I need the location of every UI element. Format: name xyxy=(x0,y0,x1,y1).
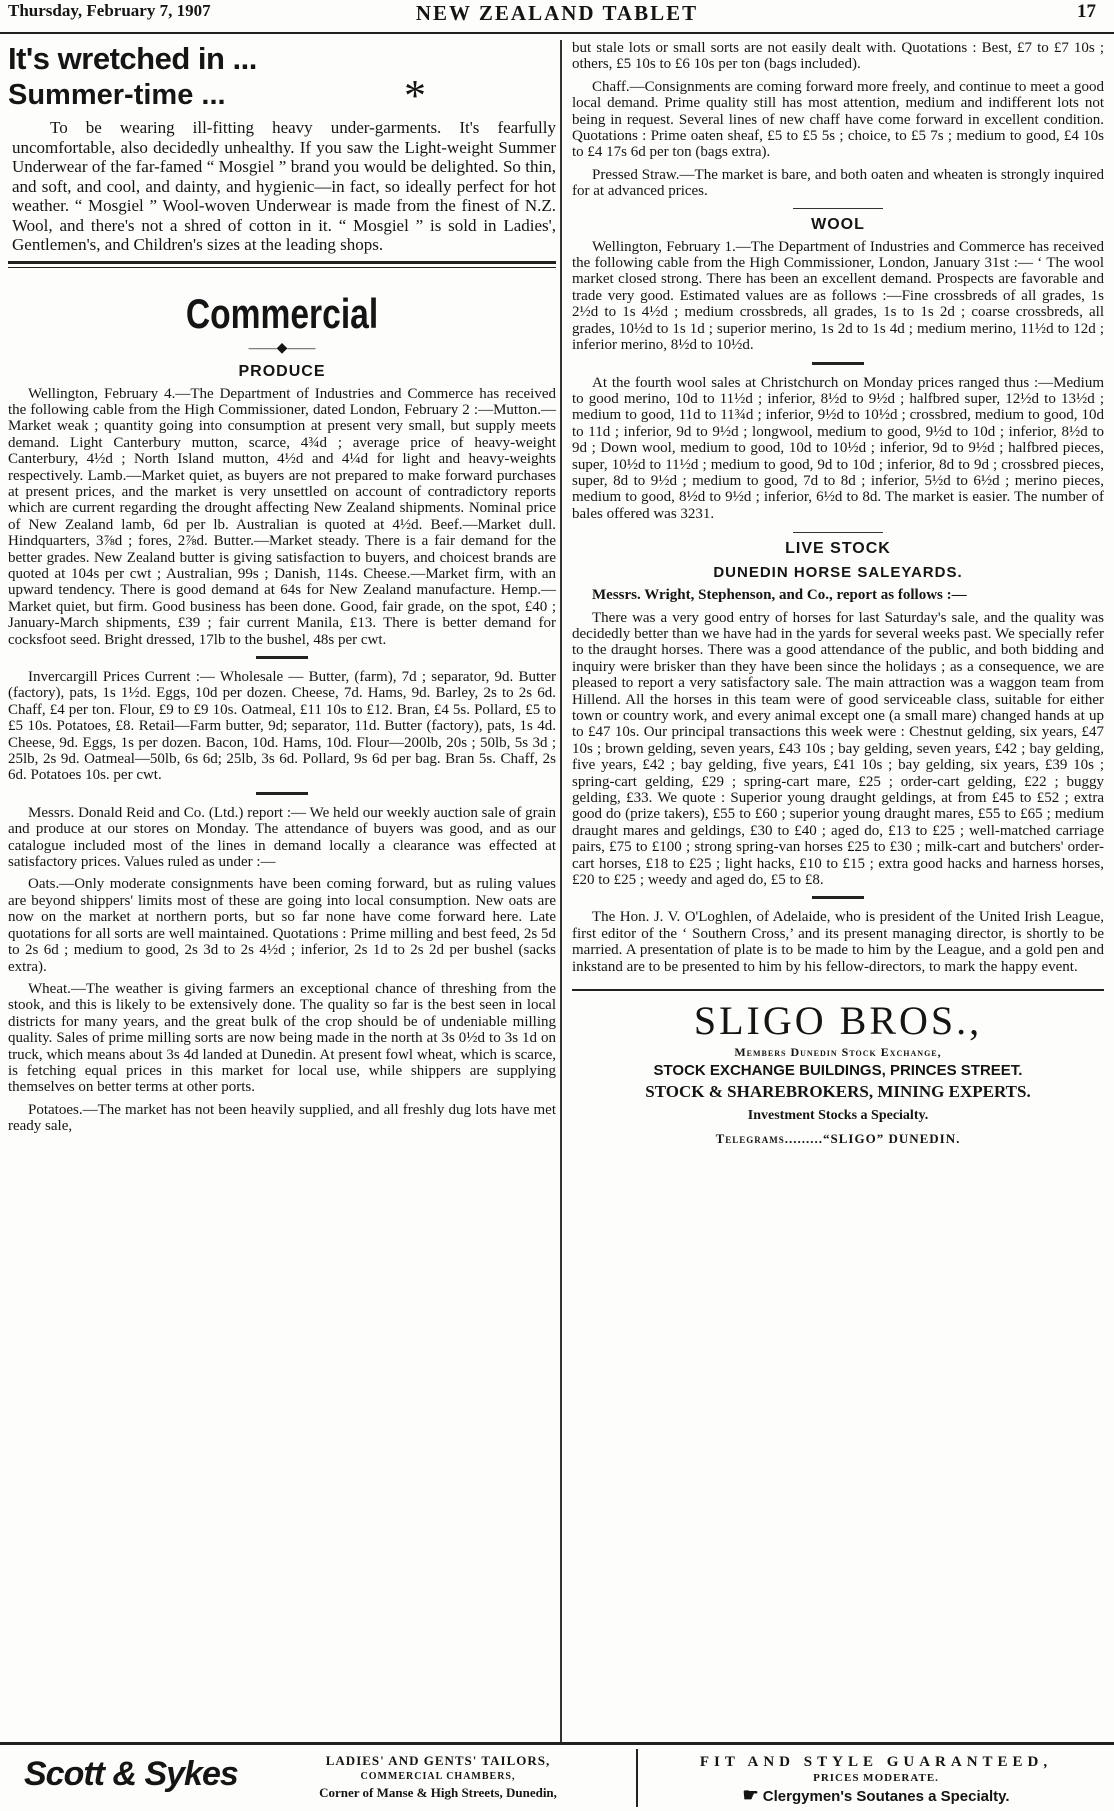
scott-sykes-brand: Scott & Sykes xyxy=(24,1755,238,1793)
sligo-line-1: Members Dunedin Stock Exchange, xyxy=(734,1045,942,1060)
livestock-heading: LIVE STOCK xyxy=(785,540,891,558)
right-column xyxy=(572,40,1104,1149)
tailor-line-1: LADIES' AND GENTS' TAILORS, xyxy=(325,1753,551,1768)
title-ornament: ——◆—— xyxy=(248,340,316,356)
ad-headline-1: It's wretched in ... xyxy=(8,41,257,76)
wool-paragraph: Wellington, February 1.—The Department of Industries and Commerce has received the following cable from the High Commissioner, London, January 31st :— ‘ The wool market closed strong. There has been an excellent demand. Prospects are favorable and trade very good. Estimated values are as follows :—Fine crossbreds of all grades, 1s 2½d to 1s 4½d ; medium crossbreds, all grades, 1s to 1s 2d ; coarse crossbreds, all grades, 10½d to 1s 1d ; superior merino, 1s 2d to 1s 4d ; medium merino, 11½d to 12d ; inferior merino, 8½d to 10½d. xyxy=(572,238,1104,354)
issue-date: Thursday, February 7, 1907 xyxy=(8,1,211,20)
left-column xyxy=(8,40,556,1141)
paragraph-separator xyxy=(256,656,308,659)
tailor-guarantee xyxy=(648,1753,1104,1807)
star-icon: * xyxy=(404,71,426,120)
livestock-intro: Messrs. Wright, Stephenson, and Co., report as follows :— xyxy=(592,587,967,604)
livestock-paragraph: There was a very good entry of horses for last Saturday's sale, and the quality was decidedly better than we have had in the yards for several weeks past. We specially refer to the draught horses. There was a good attendance of the public, and both bidding and inquiry were brisker than they have been since the holidays ; as a consequence, we are pleased to report a very satisfactory sale. The main attraction was a waggon team from Hillend. All the horses in this team were of good serviceable class, suitable for either town or country work, and every animal except one (a small mare) changed hands at up to £47 10s. Our principal transactions this week were : Chestnut gelding, six years, £47 10s ; brown gelding, seven years, £43 10s ; bay gelding, seven years, £42 ; bay gelding, five years, £42 ; bay gelding, five years, £41 10s ; bay gelding, six years, £39 10s ; spring-cart gelding, £29 ; spring-cart mare, £25 ; order-cart gelding, £22 ; buggy gelding, £33. We quote : Superior young draught geldings, at from £45 to £52 ; extra good do (prize takers), £55 to £60 ; superior young draught mares, £55 to £65 ; medium draught mares and geldings, £30 to £40 ; aged do, £13 to £25 ; well-matched carriage pairs, £75 to £100 ; strong spring-van horses £25 to £30 ; milk-cart and butchers' order-cart horses, £18 to £25 ; light hacks, £10 to £15 ; extra good hacks and harness horses, £20 to £25 ; weedy and aged do, £5 to £8. xyxy=(572,609,1104,889)
wool-paragraph: At the fourth wool sales at Christchurch on Monday prices ranged thus :—Medium to good merino, 10d to 11½d ; inferior, 8½d to 9½d ; halfbred super, 12½d to 13½d ; medium to good, 11d to 11¾d ; inferior, 9½d to 10½d ; crossbred, medium to good, 10d to 11d ; inferior, 9d to 9½d ; longwool, medium to good, 9½d to 10d ; inferior, 8½d to 9d ; Down wool, medium to good, 10d to 10½d ; inferior, 9d to 9½d ; halfbred pieces, super, 10½d to 11½d ; medium to good, 9d to 10d ; inferior, 8d to 9d ; crossbred pieces, super, 8d to 9½d ; medium to good, 7d to 8d ; inferior, 5½d to 6½d ; merino pieces, medium to good, 8½d to 9½d ; inferior, 6½d to 8d. The market is easier. The number of bales offered was 3231. xyxy=(572,374,1104,522)
pointing-hand-icon: ☛ xyxy=(742,1785,759,1805)
sligo-line-2: STOCK EXCHANGE BUILDINGS, PRINCES STREET. xyxy=(653,1062,1023,1080)
produce-paragraph: Wellington, February 4.—The Department of Industries and Commerce has received the following cable from the High Commissioner, dated London, February 2 :—Mutton.—Market weak ; quantity going into consumption at present very small, but supply meets demand. Light Canterbury mutton, scarce, 4¾d ; average price of heavy-weight Canterbury, 4½d ; North Island mutton, 4½d and 4¼d for light and heavy-weights respectively. Lamb.—Market quiet, as buyers are not prepared to make forward purchases at present prices, and the market is very unsettled on account of contradictory reports which are current regarding the drought affecting New Zealand shipments. Nominal price of New Zealand lamb, 6d per lb. Australian is quoted at 4½d. Beef.—Market dull. Hindquarters, 3⅞d ; fores, 2⅞d. Butter.—Market steady. There is a fair demand for the better grades. New Zealand butter is giving satisfaction to buyers, and choicest brands are quoted at 104s per cwt ; Australian, 99s ; Danish, 114s. Cheese.—Market firm, with an upward tendency. There is good demand at 64s for New Zealand manufacture. Hemp.—Market quiet, but firm. Good business has been done. Good, fair grade, on the spot, £40 ; January-March shipments, £39 ; fair current Manila, £13. There is better demand for cocksfoot seed. Bright dressed, 17lb to the bushel, 48s per cwt. xyxy=(8,385,556,648)
tailor-details xyxy=(258,1753,618,1801)
guarantee-line-3-text: Clergymen's Soutanes a Specialty. xyxy=(762,1788,1010,1805)
ad-bottom-rule xyxy=(8,261,556,268)
guarantee-line-3 xyxy=(648,1785,1104,1807)
paragraph-separator xyxy=(256,792,308,795)
oloughlen-paragraph: The Hon. J. V. O'Loghlen, of Adelaide, who is president of the United Irish League, first editor of the ‘ Southern Cross,’ and its present managing director, is shortly to be married. A presentation of plate is to be made to him by the League, and a gold pen and inkstand are to be presented to him by his fellow-directors, to mark the happy event. xyxy=(572,909,1104,975)
page-number: 17 xyxy=(1077,1,1096,22)
section-title: Commercial xyxy=(185,289,379,337)
guarantee-line-1: FIT AND STYLE GUARANTEED, xyxy=(699,1754,1053,1770)
page-header xyxy=(0,0,1114,34)
tailor-line-3: Corner of Manse & High Streets, Dunedin, xyxy=(319,1785,557,1800)
masthead: NEW ZEALAND TABLET xyxy=(415,1,699,25)
footer-advertisement xyxy=(0,1742,1114,1811)
sligo-line-4: Investment Stocks a Specialty. xyxy=(747,1108,929,1124)
sligo-line-5: Telegrams.........“SLIGO” DUNEDIN. xyxy=(715,1131,961,1147)
paragraph-separator xyxy=(812,896,864,899)
produce-paragraph: Messrs. Donald Reid and Co. (Ltd.) report :— We held our weekly auction sale of grain and produce at our stores on Monday. The attendance of buyers was good, and as our catalogue included most of the lines in demand locally a clearance was effected at satisfactory prices. Values ruled as under :— xyxy=(8,804,556,871)
sligo-line-3: STOCK & SHAREBROKERS, MINING EXPERTS. xyxy=(645,1082,1031,1102)
produce-continued-paragraph: Pressed Straw.—The market is bare, and both oaten and wheaten is strongly inquired for at advanced prices. xyxy=(572,166,1104,200)
sligo-name: SLIGO BROS., xyxy=(693,998,983,1044)
sligo-advertisement xyxy=(572,989,1104,1149)
ad-body-text: To be wearing ill-fitting heavy under-garments. It's fearfully uncomfortable, also decidedly unhealthy. If you saw the Light-weight Summer Underwear of the far-famed “ Mosgiel ” brand you would be delighted. So thin, and soft, and cool, and dainty, and hygienic—in fact, so ideally perfect for hot weather. “ Mosgiel ” Wool-woven Underwear is made from the finest of N.Z. Wool, and there's not a shred of cotton in it. “ Mosgiel ” is sold in Ladies', Gentlemen's, and Children's sizes at the leading shops. xyxy=(12,118,556,254)
produce-paragraph: Wheat.—The weather is giving farmers an exceptional chance of threshing from the stook, and this is likely to be extensively done. The quality so far is the best seen in local districts for many years, and the great bulk of the crop should be of undeniable milling quality. Sales of prime milling sorts are now being made in the north at 3s 0½d to 3s 1d on truck, which means about 3s 4d landed at Dunedin. At present fowl wheat, which is scarce, is fetching equal prices in this market for local use, while shippers are supplying themselves on better terms at other ports. xyxy=(8,980,556,1096)
footer-divider xyxy=(636,1749,638,1807)
column-divider xyxy=(560,40,562,1745)
section-rule xyxy=(793,532,883,533)
wool-heading: WOOL xyxy=(811,215,865,233)
produce-continued-paragraph: but stale lots or small sorts are not easily dealt with. Quotations : Best, £7 to £7 10s ; others, £5 10s to £6 10s per ton (bags included). xyxy=(572,40,1104,73)
produce-continued-paragraph: Chaff.—Consignments are coming forward more freely, and continue to meet a good local demand. Prime quality still has most attention, medium and indifferent lots not being in request. Several lines of new chaff have come forward in excellent condition. Quotations : Prime oaten sheaf, £5 to £5 5s ; choice, to £5 7s ; medium to good, £4 10s to £4 17s 6d per ton (bags extra). xyxy=(572,78,1104,161)
section-rule xyxy=(793,208,883,209)
livestock-subheading: DUNEDIN HORSE SALEYARDS. xyxy=(713,564,963,582)
produce-paragraph: Invercargill Prices Current :— Wholesale — Butter, (farm), 7d ; separator, 9d. Butter (factory), pats, 1s 1½d. Eggs, 10d per dozen. Cheese, 7d. Hams, 9d. Barley, 2s to 2s 6d. Chaff, £4 per ton. Flour, £9 to £9 10s. Oatmeal, £11 10s to £12. Bran, £4 5s. Pollard, £5 to £5 10s. Potatoes, £8. Retail—Farm butter, 9d; separator, 11d. Butter (factory), pats, 1s 4d. Cheese, 9d. Eggs, 1s per dozen. Bacon, 10d. Hams, 10d. Flour—200lb, 20s ; 50lb, 5s 3d ; 25lb, 2s 9d. Oatmeal—50lb, 6s 6d; 25lb, 3s 6d. Pollard, 9s 6d per bag. Bran 5s. Chaff, 2s 6d. Potatoes 10s. per cwt. xyxy=(8,669,556,784)
tailor-line-2: COMMERCIAL CHAMBERS, xyxy=(360,1771,516,1782)
paragraph-separator xyxy=(812,362,864,365)
produce-heading: PRODUCE xyxy=(238,362,326,380)
produce-paragraph: Potatoes.—The market has not been heavily supplied, and all freshly dug lots have met ready sale, xyxy=(8,1101,556,1135)
produce-paragraph: Oats.—Only moderate consignments have been coming forward, but as ruling values are beyond shippers' limits most of these are going into local consumption. New oats are now on the market at northern ports, but so far none have come forward here. Late quotations for all sorts are well maintained. Quotations : Prime milling and best feed, 2s 5d to 2s 6d ; medium to good, 2s 3d to 2s 4½d ; inferior, 2s 1d to 2s 2d per bushel (sacks extra). xyxy=(8,876,556,975)
ad-headline-2: Summer-time ... xyxy=(8,79,226,111)
guarantee-line-2: PRICES MODERATE. xyxy=(813,1772,939,1784)
mosgiel-advertisement xyxy=(8,40,556,268)
